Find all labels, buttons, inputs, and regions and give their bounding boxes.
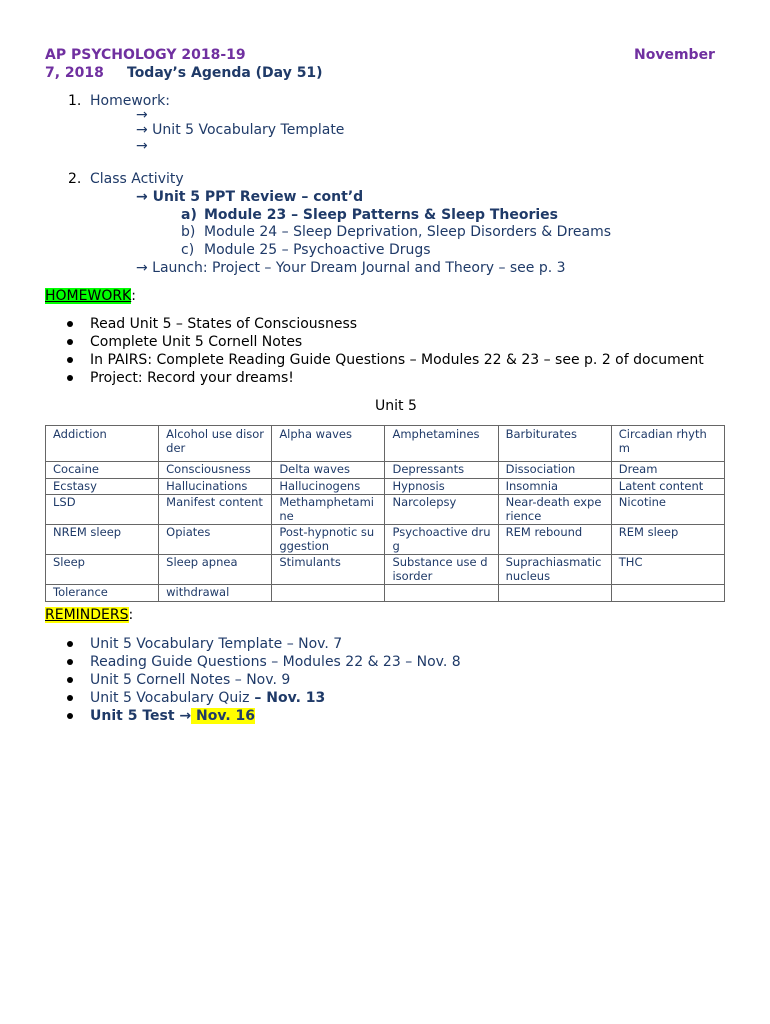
module-item: Module 23 – Sleep Patterns & Sleep Theories xyxy=(204,207,559,223)
bullet-icon xyxy=(67,321,73,327)
bullet-icon xyxy=(67,677,73,683)
module-letter: a) xyxy=(181,207,197,223)
reminder-item: Unit 5 Cornell Notes – Nov. 9 xyxy=(90,672,291,688)
table-cell xyxy=(498,585,611,602)
agenda-class-activity-label: Class Activity xyxy=(90,171,184,187)
table-cell: Opiates xyxy=(159,525,272,555)
table-cell: Insomnia xyxy=(498,478,611,495)
agenda-homework-label: Homework: xyxy=(90,93,170,109)
table-cell: Alcohol use disorder xyxy=(159,426,272,462)
table-row xyxy=(46,525,725,555)
table-cell: Dream xyxy=(611,462,724,479)
table-cell: Hallucinogens xyxy=(272,478,385,495)
bullet-icon xyxy=(67,641,73,647)
reminders-heading-text: REMINDERS xyxy=(45,607,129,623)
table-cell: REM sleep xyxy=(611,525,724,555)
reminder-date: – Nov. 13 xyxy=(249,690,326,706)
table-cell: Tolerance xyxy=(46,585,159,602)
homework-item: Complete Unit 5 Cornell Notes xyxy=(90,334,303,350)
table-cell: Depressants xyxy=(385,462,498,479)
table-cell: Hypnosis xyxy=(385,478,498,495)
reminder-item xyxy=(90,708,255,724)
table-cell: Amphetamines xyxy=(385,426,498,462)
table-cell: Circadian rhythm xyxy=(611,426,724,462)
table-cell: Methamphetamine xyxy=(272,495,385,525)
table-cell: Sleep apnea xyxy=(159,555,272,585)
table-cell: Hallucinations xyxy=(159,478,272,495)
reminder-text: Unit 5 Test → xyxy=(90,708,192,724)
agenda-homework-subitem: → Unit 5 Vocabulary Template xyxy=(136,122,345,138)
module-item: Module 25 – Psychoactive Drugs xyxy=(204,242,431,258)
table-row xyxy=(46,426,725,462)
bullet-icon xyxy=(67,339,73,345)
vocab-table-title: Unit 5 xyxy=(375,398,417,414)
document-title: AP PSYCHOLOGY 2018-19 xyxy=(45,47,246,63)
table-cell: Post-hypnotic suggestion xyxy=(272,525,385,555)
table-row xyxy=(46,462,725,479)
table-cell: Latent content xyxy=(611,478,724,495)
table-cell: NREM sleep xyxy=(46,525,159,555)
table-cell: Manifest content xyxy=(159,495,272,525)
reminder-item xyxy=(90,690,325,706)
table-cell: Psychoactive drug xyxy=(385,525,498,555)
table-cell: Nicotine xyxy=(611,495,724,525)
reminder-test-date: Nov. 16 xyxy=(191,708,256,724)
reminder-text: Unit 5 Vocabulary Quiz xyxy=(90,690,250,706)
table-cell: Dissociation xyxy=(498,462,611,479)
bullet-icon xyxy=(67,659,73,665)
table-row xyxy=(46,495,725,525)
table-cell xyxy=(611,585,724,602)
agenda-heading: Today’s Agenda (Day 51) xyxy=(127,65,323,81)
table-cell: Stimulants xyxy=(272,555,385,585)
module-letter: b) xyxy=(181,224,196,240)
homework-heading-colon: : xyxy=(131,288,136,304)
table-cell: withdrawal xyxy=(159,585,272,602)
table-cell: Suprachiasmatic nucleus xyxy=(498,555,611,585)
bullet-icon xyxy=(67,375,73,381)
date-day-year: 7, 2018 xyxy=(45,65,104,81)
table-cell: Consciousness xyxy=(159,462,272,479)
homework-item: In PAIRS: Complete Reading Guide Questions – Modules 22 & 23 – see p. 2 of document xyxy=(90,352,704,368)
date-month: November xyxy=(634,47,715,63)
agenda-item-number: 1. xyxy=(68,93,82,109)
bullet-icon xyxy=(67,695,73,701)
table-cell: Substance use disorder xyxy=(385,555,498,585)
launch-line: → Launch: Project – Your Dream Journal and Theory – see p. 3 xyxy=(136,260,566,276)
table-row xyxy=(46,478,725,495)
table-row xyxy=(46,585,725,602)
table-cell: Alpha waves xyxy=(272,426,385,462)
homework-heading-text: HOMEWORK xyxy=(45,288,132,304)
reminders-heading-colon: : xyxy=(128,607,134,623)
table-cell: REM rebound xyxy=(498,525,611,555)
module-item: Module 24 – Sleep Deprivation, Sleep Disorders & Dreams xyxy=(204,224,612,240)
table-cell: Addiction xyxy=(46,426,159,462)
bullet-icon xyxy=(67,713,73,719)
table-cell: Near-death experience xyxy=(498,495,611,525)
table-cell xyxy=(272,585,385,602)
agenda-homework-subitem: → xyxy=(136,107,148,123)
reminder-item: Unit 5 Vocabulary Template – Nov. 7 xyxy=(90,636,343,652)
table-cell: Ecstasy xyxy=(46,478,159,495)
table-cell: LSD xyxy=(46,495,159,525)
table-cell: Narcolepsy xyxy=(385,495,498,525)
table-cell: THC xyxy=(611,555,724,585)
reminders-heading xyxy=(45,607,133,623)
table-cell: Delta waves xyxy=(272,462,385,479)
table-cell: Barbiturates xyxy=(498,426,611,462)
agenda-item-number: 2. xyxy=(68,171,82,187)
agenda-homework-subitem: → xyxy=(136,138,148,154)
table-cell xyxy=(385,585,498,602)
ppt-review-line: → Unit 5 PPT Review – cont’d xyxy=(136,189,364,205)
vocab-table xyxy=(45,425,725,602)
homework-item: Read Unit 5 – States of Consciousness xyxy=(90,316,358,332)
homework-heading xyxy=(45,288,136,304)
table-cell: Sleep xyxy=(46,555,159,585)
table-row xyxy=(46,555,725,585)
bullet-icon xyxy=(67,357,73,363)
reminder-item: Reading Guide Questions – Modules 22 & 23 – Nov. 8 xyxy=(90,654,461,670)
table-cell: Cocaine xyxy=(46,462,159,479)
module-letter: c) xyxy=(181,242,195,258)
homework-item: Project: Record your dreams! xyxy=(90,370,294,386)
